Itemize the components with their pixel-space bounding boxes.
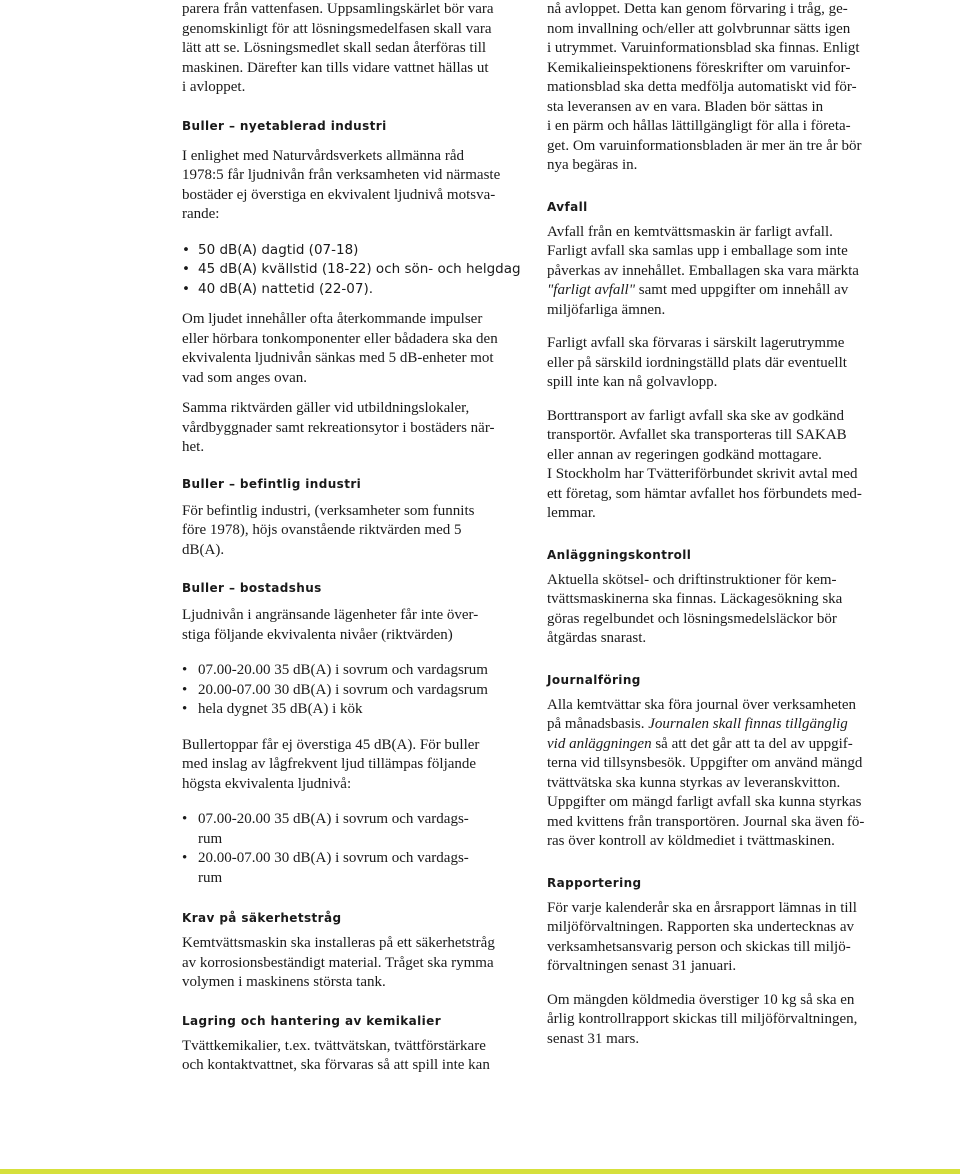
list-item: • 50 dB(A) dagtid (07-18) [182, 241, 527, 261]
heading-lagring-kemikalier: Lagring och hantering av kemikalier [182, 1013, 442, 1028]
paragraph-bullertoppar: Bullertoppar får ej överstiga 45 dB(A). För buller med inslag av lågfrekvent ljud tillämpas följande högsta ekvivalenta ljudnivå: [182, 736, 480, 792]
list-item: • 07.00-20.00 35 dB(A) i sovrum och vardagsrum [182, 661, 527, 681]
list-item: • 20.00-07.00 30 dB(A) i sovrum och vardagsrum [182, 681, 527, 701]
heading-journalforing: Journalföring [547, 672, 641, 687]
paragraph-bostadshus: Ljudnivån i angränsande lägenheter får inte över- stiga följande ekvivalenta nivåer (riktvärden) [182, 607, 479, 643]
heading-avfall: Avfall [547, 199, 588, 214]
list-item: • 07.00-20.00 35 dB(A) i sovrum och vardags- rum [182, 810, 527, 849]
noise-level-list [182, 241, 527, 300]
heading-buller-befintlig: Buller – befintlig industri [182, 476, 362, 491]
paragraph-rapportering: För varje kalenderår ska en årsrapport lämnas in till miljöförvaltningen. Rapporten ska undertecknas av verksamhetsansvarig person och skickas till miljö- förvaltningen senast 31 januari. [547, 899, 857, 974]
list-item: • 40 dB(A) nattetid (22-07). [182, 280, 527, 300]
paragraph-impulser: Om ljudet innehåller ofta återkommande impulser eller hörbara tonkomponenter eller bådadera ska den ekvivalenta ljudnivån sänkas med 5 dB-enheter mot vad som anges ovan. [182, 311, 498, 386]
left-column [182, 0, 527, 1076]
paragraph-riktvarden: Samma riktvärden gäller vid utbildningslokaler, vårdbyggnader samt rekreationsytor i bostäders när- het. [182, 400, 495, 455]
heading-buller-bostadshus: Buller – bostadshus [182, 581, 322, 595]
paragraph-lagerutrymme: Farligt avfall ska förvaras i särskilt lagerutrymme eller på särskild iordningställd plats där eventuellt spill inte kan nå golvavlopp. [547, 335, 847, 390]
paragraph-avfall: Avfall från en kemtvättsmaskin är farligt avfall. Farligt avfall ska samlas upp i emballage som inte påverkas av innehållet. Emballagen ska vara märkta "farligt avfall" samt med uppgifter om innehåll av miljöfarliga ämnen. [547, 223, 859, 318]
footer-accent-line [0, 1169, 960, 1174]
paragraph-sakerhetstrag: Kemtvättsmaskin ska installeras på ett säkerhetstråg av korrosionsbeständigt material. Tråget ska rymma volymen i maskinens största tank. [182, 935, 495, 990]
list-item: • hela dygnet 35 dB(A) i kök [182, 700, 527, 720]
paragraph-journalforing: Alla kemtvättar ska föra journal över verksamheten på månadsbasis. Journalen skall finnas tillgänglig vid anläggningen så att det går att ta del av uppgif- terna vid tillsynsbesök. Uppgifter om använd mängd tvättvätska ska kunna styrkas av leveranskvitton. Uppgifter om mängd farligt avfall ska kunna styrkas med kvittens från transportören. Journal ska även fö- ras över kontroll av köldmediet i tvättmaskinen. [547, 696, 865, 849]
list-item: • 20.00-07.00 30 dB(A) i sovrum och vardags- rum [182, 849, 527, 888]
intro-paragraph-right: nå avloppet. Detta kan genom förvaring i tråg, ge- nom invallning och/eller att golvbrunnar sätts igen i utrymmet. Varuinformationsblad ska finnas. Enligt Kemikalieinspektionens föreskrifter om varuinfor- mationsblad ska detta medfölja automatiskt vid för- sta leveransen av en vara. Bladen bör sättas in i en pärm och hållas lättillgängligt för alla i företa- get. Om varuinformationsbladen är mer än tre år bör nya begäras in. [547, 1, 862, 173]
intro-paragraph: parera från vattenfasen. Uppsamlingskärlet bör vara genomskinligt för att lösningsmedelfasen skall vara lätt att se. Lösningsmedlet skall sedan återföras till maskinen. Därefter kan tills vidare vattnet hällas ut i avloppet. [182, 1, 494, 95]
paragraph-anlaggningskontroll: Aktuella skötsel- och driftinstruktioner för kem- tvättsmaskinerna ska finnas. Läckagesökning ska göras regelbundet och lösningsmedelsläckor bör åtgärdas snarast. [547, 571, 843, 646]
paragraph-befintlig: För befintlig industri, (verksamheter som funnits före 1978), höjs ovanstående riktvärden med 5 dB(A). [182, 502, 475, 558]
heading-buller-nyetablerad: Buller – nyetablerad industri [182, 118, 387, 133]
list-item: • 45 dB(A) kvällstid (18-22) och sön- och helgdag [182, 260, 527, 280]
right-column [547, 0, 892, 1049]
heading-rapportering: Rapportering [547, 875, 642, 890]
paragraph-naturvardsverket: I enlighet med Naturvårdsverkets allmänna råd 1978:5 får ljudnivån från verksamheten vid närmaste bostäder ej överstiga en ekvivalent ljudnivå motsva- rande: [182, 147, 501, 222]
paragraph-borttransport: Borttransport av farligt avfall ska ske av godkänd transportör. Avfallet ska transporteras till SAKAB eller annan av regeringen godkänd mottagare. I Stockholm har Tvätteriförbundet skrivit avtal med ett företag, som hämtar avfallet hos förbundets med- lemmar. [547, 407, 862, 521]
paragraph-koldmedia: Om mängden köldmedia överstiger 10 kg så ska en årlig kontrollrapport skickas till miljöförvaltningen, senast 31 mars. [547, 991, 858, 1047]
heading-anlaggningskontroll: Anläggningskontroll [547, 547, 692, 562]
paragraph-lagring: Tvättkemikalier, t.ex. tvättvätskan, tvättförstärkare och kontaktvattnet, ska förvaras så att spill inte kan [182, 1037, 490, 1073]
heading-sakerhetstrag: Krav på säkerhetstråg [182, 911, 342, 925]
bostadshus-list [182, 661, 527, 720]
lagfrekvent-list [182, 810, 527, 888]
